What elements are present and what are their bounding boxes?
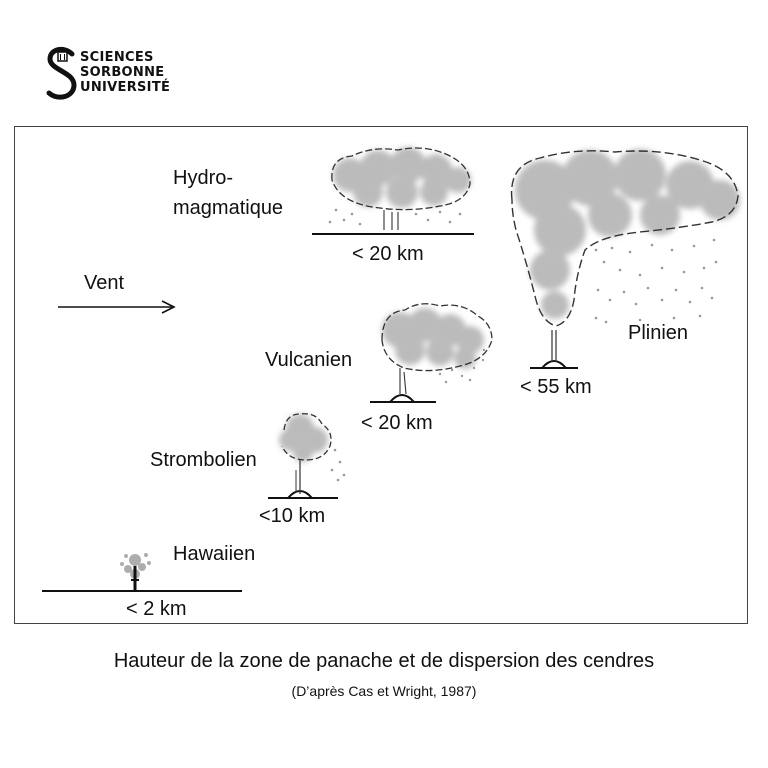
caption-title: Hauteur de la zone de panache et de dispersion des cendres [113, 650, 655, 672]
eruption-height-strombolian: <10 km [259, 505, 326, 527]
hydromagmatic-eruption [312, 147, 474, 234]
logo-line-2: SORBONNE [80, 65, 165, 80]
logo-line-3: UNIVERSITÉ [80, 80, 171, 95]
logo-line-1: SCIENCES [80, 50, 154, 65]
eruption-height-hawaiian: < 2 km [126, 598, 187, 620]
eruption-height-plinian: < 55 km [520, 376, 592, 398]
eruption-name-strombolian: Strombolien [150, 449, 257, 471]
eruption-height-vulcanian: < 20 km [361, 412, 433, 434]
vulcanian-eruption [370, 304, 492, 402]
wind-arrow [58, 301, 174, 313]
strombolian-eruption [268, 414, 345, 498]
eruption-name-plinian: Plinien [628, 322, 689, 344]
eruption-name-hydromagmatic: Hydro- magmatique [173, 167, 284, 219]
eruption-name-vulcanian: Vulcanien [265, 349, 353, 371]
eruption-height-hydromagmatic: < 20 km [352, 243, 424, 265]
plinian-eruption [512, 149, 740, 368]
wind-label: Vent [84, 272, 125, 294]
caption-source: (D’après Cas et Wright, 1987) [291, 683, 477, 699]
eruption-name-hawaiian: Hawaiien [173, 543, 256, 565]
